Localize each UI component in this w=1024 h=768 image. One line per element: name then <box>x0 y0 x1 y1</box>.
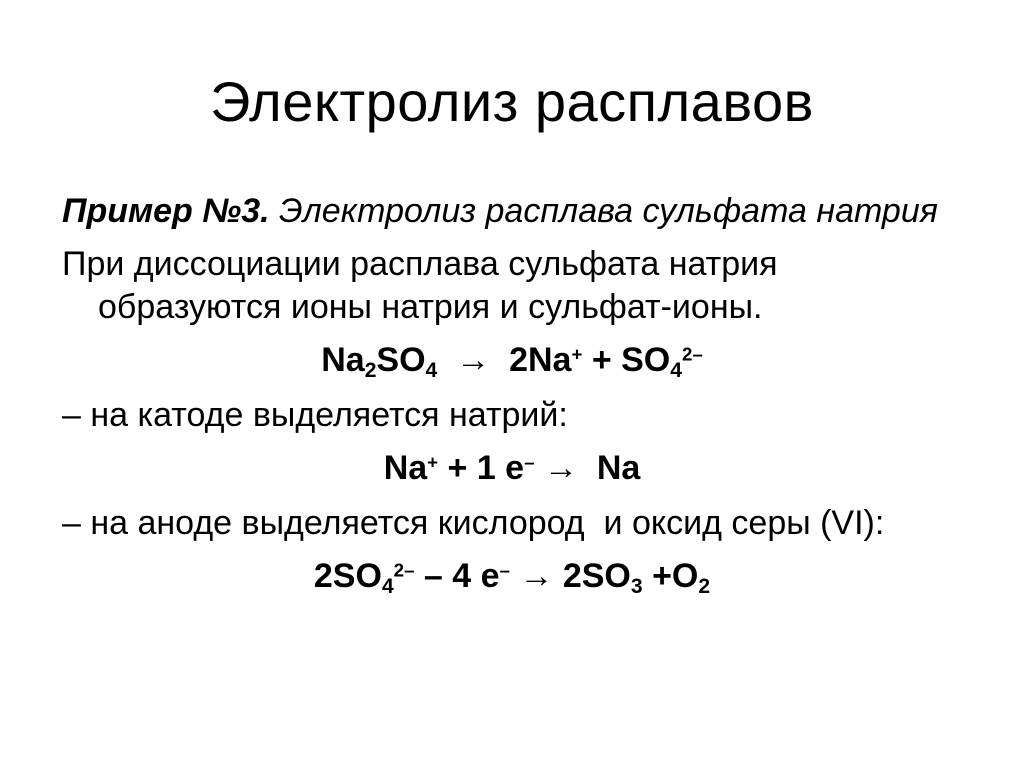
eq1-arrow: → <box>437 341 510 379</box>
eq1-so4-sub: 4 <box>670 358 682 382</box>
example-text: Электролиз расплава сульфата натрия <box>269 192 938 230</box>
eq3-2so4-sup: 2– <box>393 559 415 581</box>
eq1-2na: 2Na <box>509 341 572 379</box>
eq1-so4: + SO <box>582 341 671 379</box>
eq1-2na-sup: + <box>571 343 583 365</box>
slide-title: Электролиз расплавов <box>210 70 814 133</box>
eq3-o2: +O <box>642 557 699 595</box>
eq3-2so3-sub: 3 <box>630 574 643 598</box>
eq1-so: SO <box>376 341 426 379</box>
eq3-electrons: – 4 e <box>414 557 500 595</box>
eq1-so4-sup: 2– <box>681 343 703 365</box>
eq3-electrons-sup: – <box>499 559 510 581</box>
anode-text: – на аноде выделяется кислород и оксид серы (VI): <box>62 504 885 542</box>
equation-cathode <box>62 447 962 490</box>
example-paragraph <box>62 190 962 233</box>
eq1-so-sub: 4 <box>425 358 438 382</box>
eq3-2so4-sub: 4 <box>381 574 394 598</box>
eq2-electron-sup: – <box>524 451 535 473</box>
eq2-product: → Na <box>534 449 641 487</box>
eq3-2so4: 2SO <box>313 557 382 595</box>
eq3-2so3: → 2SO <box>509 557 631 595</box>
eq2-electron: + 1 e <box>438 449 525 487</box>
eq3-o2-sub: 2 <box>698 574 711 598</box>
equation-dissociation <box>62 339 962 382</box>
example-label: Пример №3. <box>62 192 270 230</box>
eq1-na-sub: 2 <box>364 358 377 382</box>
slide-body <box>62 190 962 610</box>
eq2-na-sup: + <box>427 451 439 473</box>
eq2-na: Na <box>383 449 428 487</box>
eq1-na: Na <box>321 341 365 379</box>
cathode-text: – на катоде выделяется натрий: <box>62 396 568 434</box>
equation-anode <box>62 555 962 598</box>
dissociation-text: При диссоциации расплава сульфата натрия образуются ионы натрия и сульфат-ионы. <box>62 245 778 326</box>
